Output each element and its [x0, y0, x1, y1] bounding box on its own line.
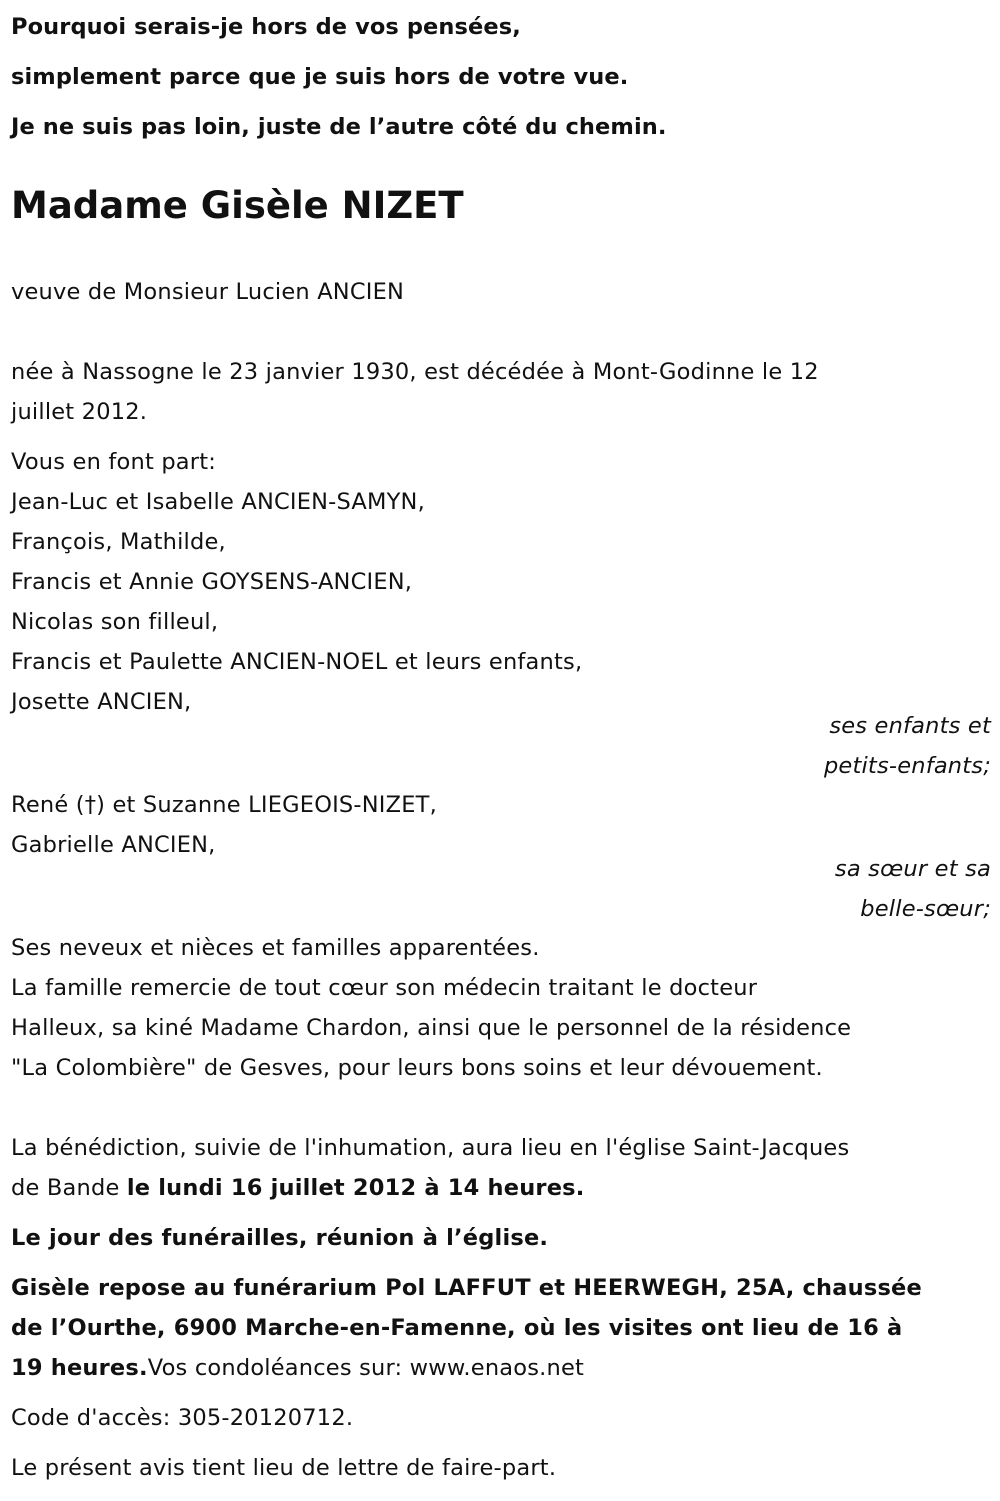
- widow-of: veuve de Monsieur Lucien ANCIEN: [11, 279, 405, 305]
- other-relatives: Ses neveux et nièces et familles apparentées.: [11, 935, 540, 961]
- closing-note: Le présent avis tient lieu de lettre de faire-part.: [11, 1455, 557, 1481]
- thanks-line: La famille remercie de tout cœur son médecin traitant le docteur: [11, 975, 758, 1001]
- role-line: petits-enfants;: [823, 753, 991, 779]
- list-item: Francis et Paulette ANCIEN-NOEL et leurs enfants,: [11, 649, 583, 675]
- condolences-text: Vos condoléances sur: www.enaos.net: [147, 1355, 585, 1381]
- children-role: [824, 706, 991, 786]
- birth-death-line: née à Nassogne le 23 janvier 1930, est décédée à Mont-Godinne le 12: [11, 359, 819, 385]
- ceremony-paragraph: [11, 1128, 849, 1208]
- poem: [11, 2, 667, 152]
- poem-line: Pourquoi serais-je hors de vos pensées,: [11, 14, 521, 40]
- ceremony-date: le lundi 16 juillet 2012 à 14 heures.: [126, 1175, 585, 1201]
- deceased-name: Madame Gisèle NIZET: [11, 184, 464, 227]
- funerarium-line: de l’Ourthe, 6900 Marche-en-Famenne, où les visites ont lieu de 16 à: [11, 1315, 903, 1341]
- role-line: belle-sœur;: [860, 896, 991, 922]
- list-item: Nicolas son filleul,: [11, 609, 219, 635]
- funerarium-line: [11, 1348, 922, 1388]
- ceremony-line: [11, 1168, 849, 1208]
- siblings-list: [11, 785, 437, 865]
- thanks-paragraph: [11, 968, 851, 1088]
- poem-line: simplement parce que je suis hors de votre vue.: [11, 64, 629, 90]
- siblings-role: [835, 849, 991, 929]
- list-item: Josette ANCIEN,: [11, 689, 192, 715]
- role-line: ses enfants et: [829, 713, 991, 739]
- funerarium-line: Gisèle repose au funérarium Pol LAFFUT et HEERWEGH, 25A, chaussée: [11, 1275, 922, 1301]
- ceremony-place: de Bande: [11, 1175, 127, 1201]
- children-list: [11, 482, 582, 722]
- list-item: Jean-Luc et Isabelle ANCIEN-SAMYN,: [11, 489, 425, 515]
- list-item: René (†) et Suzanne LIEGEOIS-NIZET,: [11, 792, 437, 818]
- gathering-note: Le jour des funérailles, réunion à l’église.: [11, 1225, 549, 1251]
- thanks-line: "La Colombière" de Gesves, pour leurs bons soins et leur dévouement.: [11, 1055, 823, 1081]
- ceremony-line: La bénédiction, suivie de l'inhumation, aura lieu en l'église Saint-Jacques: [11, 1135, 850, 1161]
- access-code: Code d'accès: 305-20120712.: [11, 1405, 354, 1431]
- birth-death-line: juillet 2012.: [11, 399, 148, 425]
- announcers-intro: Vous en font part:: [11, 449, 217, 475]
- funerarium-paragraph: [11, 1268, 922, 1388]
- list-item: François, Mathilde,: [11, 529, 226, 555]
- list-item: Francis et Annie GOYSENS-ANCIEN,: [11, 569, 413, 595]
- poem-line: Je ne suis pas loin, juste de l’autre côté du chemin.: [11, 114, 667, 140]
- role-line: sa sœur et sa: [834, 856, 991, 882]
- visiting-hours-end: 19 heures.: [11, 1355, 148, 1381]
- list-item: Gabrielle ANCIEN,: [11, 832, 216, 858]
- thanks-line: Halleux, sa kiné Madame Chardon, ainsi que le personnel de la résidence: [11, 1015, 852, 1041]
